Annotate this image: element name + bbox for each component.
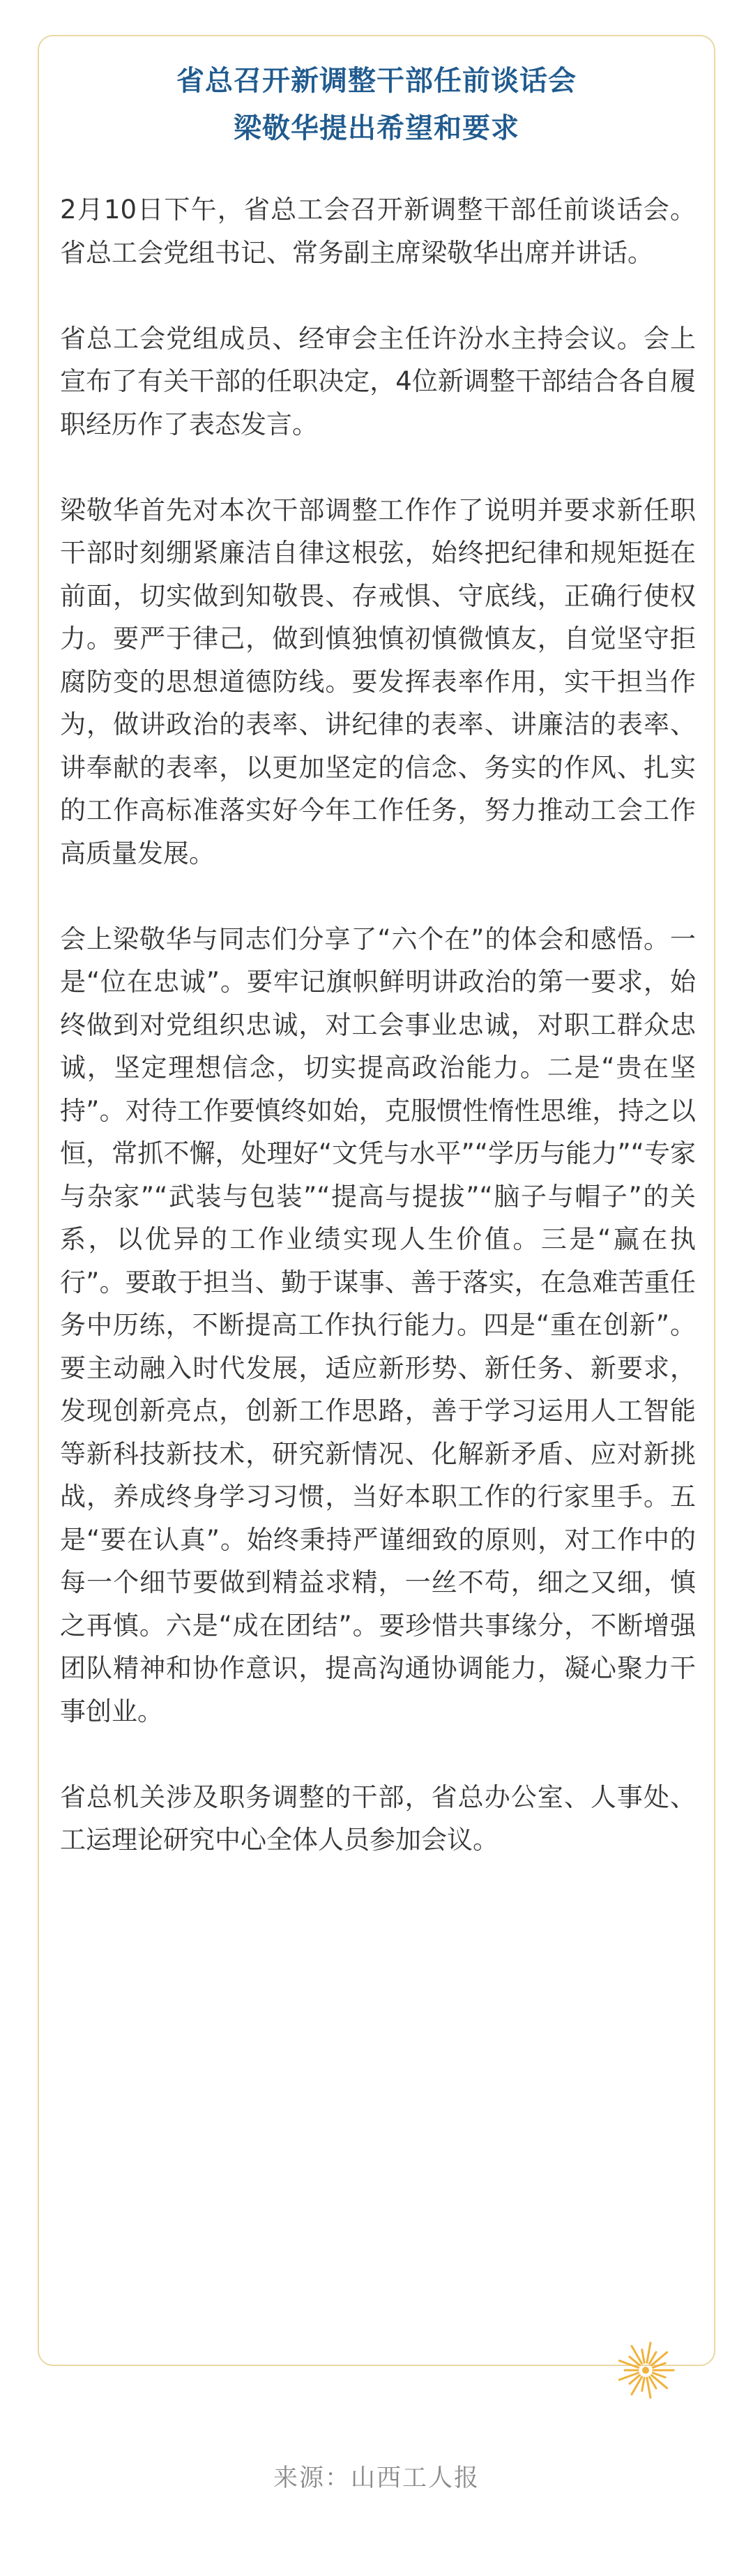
title-line-2: 梁敬华提出希望和要求: [234, 112, 519, 144]
paragraph-1: 2月10日下午，省总工会召开新调整干部任前谈话会。省总工会党组书记、常务副主席梁敬华出席并讲话。: [60, 195, 696, 268]
title-line-1: 省总召开新调整干部任前谈话会: [176, 65, 577, 97]
sunburst-ray: [647, 2378, 651, 2398]
article-title: [39, 57, 714, 152]
source-credit: 来源：山西工人报: [273, 2464, 480, 2492]
sunburst-ray: [647, 2343, 651, 2363]
sunburst-ray: [642, 2378, 644, 2391]
article-body: [60, 188, 696, 1862]
paragraph-3: 梁敬华首先对本次干部调整工作作了说明并要求新任职干部时刻绷紧廉洁自律这根弦，始终把纪律和规矩挺在前面，切实做到知敬畏、存戒惧、守底线，正确行使权力。要严于律己，做到慎独慎初慎微慎友，自觉坚守拒腐防变的思想道德防线。要发挥表率作用，实干担当作为，做讲政治的表率、讲纪律的表率、讲廉洁的表率、讲奉献的表率，以更加坚定的信念、务实的作风、扎实的工作高标准落实好今年工作任务，努力推动工会工作高质量发展。: [60, 495, 696, 868]
sunburst-icon: [614, 2338, 678, 2402]
sunburst-ray: [642, 2349, 644, 2363]
article-card: [38, 35, 715, 2366]
paragraph-2: 省总工会党组成员、经审会主任许汾水主持会议。会上宣布了有关干部的任职决定，4位新调整干部结合各自履职经历作了表态发言。: [60, 323, 696, 439]
paragraph-4: 会上梁敬华与同志们分享了“六个在”的体会和感悟。一是“位在忠诚”。要牢记旗帜鲜明讲政治的第一要求，始终做到对党组织忠诚，对工会事业忠诚，对职工群众忠诚，坚定理想信念，切实提高政治能力。二是“贵在坚持”。对待工作要慎终如始，克服惯性惰性思维，持之以恒，常抓不懈，处理好“文凭与水平”“学历与能力”“专家与杂家”“武装与包装”“提高与提拔”“脑子与帽子”的关系，以优异的工作业绩实现人生价值。三是“赢在执行”。要敢于担当、勤于谋事、善于落实，在急难苦重任务中历练，不断提高工作执行能力。四是“重在创新”。要主动融入时代发展，适应新形势、新任务、新要求，发现创新亮点，创新工作思路，善于学习运用人工智能等新科技新技术，研究新情况、化解新矛盾、应对新挑战，养成终身学习习惯，当好本职工作的行家里手。五是“要在认真”。始终秉持严谨细致的原则，对工作中的每一个细节要做到精益求精，一丝不苟，细之又细，慎之再慎。六是“成在团结”。要珍惜共事缘分，不断增强团队精神和协作意识，提高沟通协调能力，凝心聚力干事创业。: [60, 924, 696, 1726]
paragraph-5: 省总机关涉及职务调整的干部，省总办公室、人事处、工运理论研究中心全体人员参加会议。: [60, 1782, 696, 1855]
